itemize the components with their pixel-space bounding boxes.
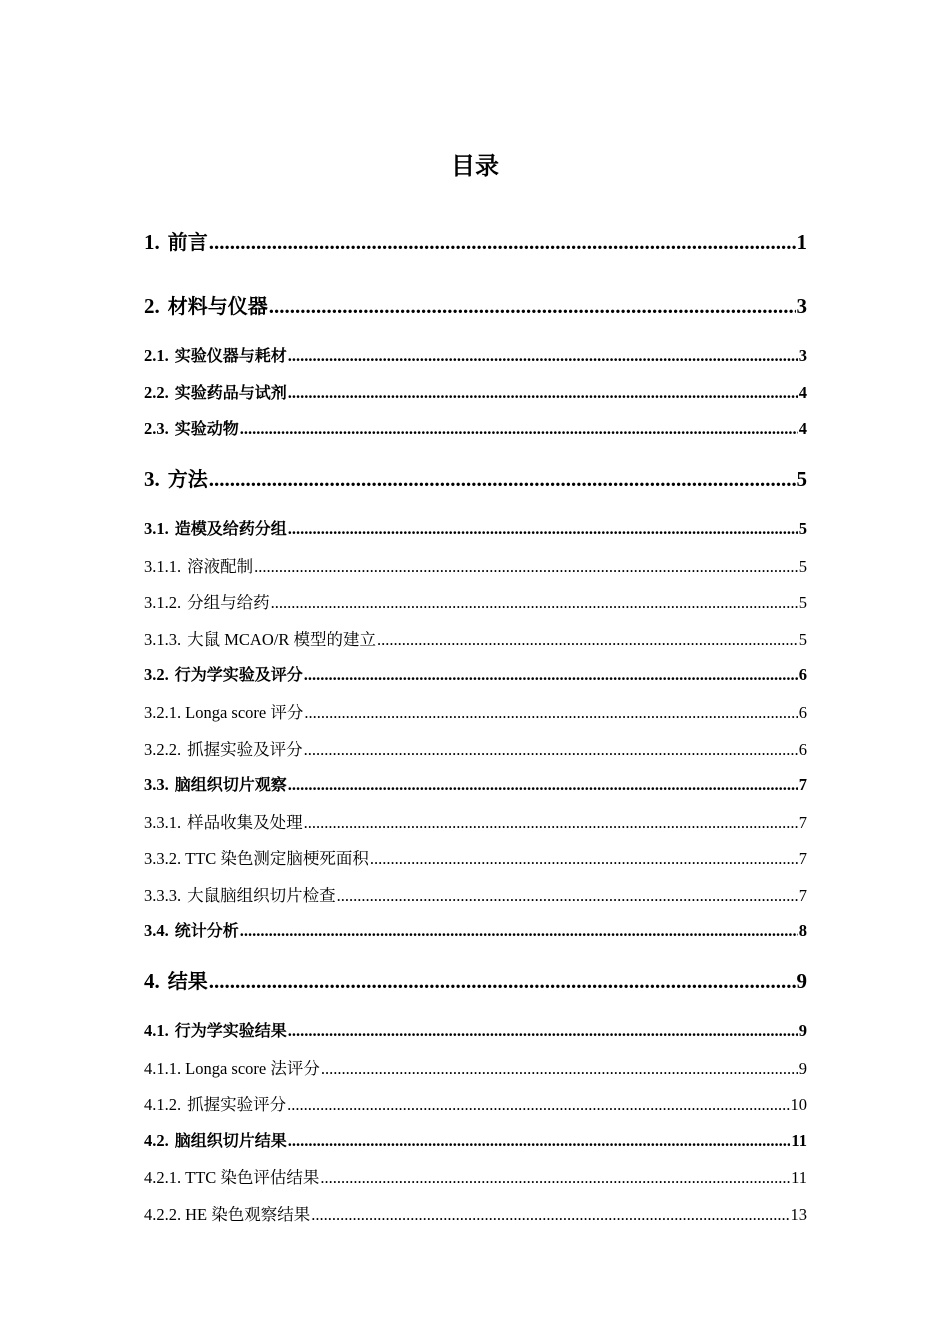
toc-page-number: 7 <box>798 775 807 794</box>
toc-page-number: 7 <box>798 849 807 868</box>
toc-page-number: 3 <box>798 346 807 365</box>
toc-label: 方法 <box>167 467 208 491</box>
toc-label: 统计分析 <box>174 921 239 940</box>
toc-label: 分组与给药 <box>187 593 270 612</box>
toc-label: Longa score 法评分 <box>185 1059 320 1078</box>
toc-page-number: 5 <box>798 630 807 649</box>
toc-number: 4.1. <box>144 1021 169 1040</box>
toc-label: TTC 染色测定脑梗死面积 <box>185 849 369 868</box>
toc-page-number: 3 <box>796 294 807 318</box>
toc-label: 样品收集及处理 <box>187 813 303 832</box>
toc-entry-3-3-3[interactable] <box>144 882 807 906</box>
dot-leader <box>311 1205 789 1225</box>
toc-entry-3-3-2[interactable] <box>144 845 807 869</box>
dot-leader <box>288 383 798 403</box>
dot-leader <box>209 230 796 255</box>
toc-entry-3-2[interactable] <box>144 662 807 686</box>
toc-number: 4.1.2. <box>144 1095 182 1114</box>
toc-entry-4-2-1[interactable] <box>144 1164 807 1188</box>
toc-label: 实验药品与试剂 <box>174 383 287 402</box>
toc-page-number: 13 <box>790 1205 807 1224</box>
toc-entry-3-3-1[interactable] <box>144 809 807 833</box>
toc-entry-3-1-3[interactable] <box>144 626 807 650</box>
toc-number: 3.4. <box>144 921 169 940</box>
toc-page-number: 4 <box>798 383 807 402</box>
toc-number: 3.1.2. <box>144 593 182 612</box>
toc-entry-2-1[interactable] <box>144 343 807 367</box>
toc-label: 大鼠脑组织切片检查 <box>187 886 336 905</box>
toc-number: 2.3. <box>144 419 169 438</box>
dot-leader <box>370 849 798 869</box>
toc-entry-4-2[interactable] <box>144 1128 807 1152</box>
toc-number: 3.2.2. <box>144 740 182 759</box>
toc-page-number: 7 <box>798 886 807 905</box>
toc-label: 大鼠 MCAO/R 模型的建立 <box>187 630 376 649</box>
dot-leader <box>209 467 796 492</box>
toc-entry-3[interactable] <box>144 463 807 493</box>
dot-leader <box>288 775 798 795</box>
page-title: 目录 <box>451 152 499 180</box>
toc-number: 3.3.3. <box>144 886 182 905</box>
dot-leader <box>337 886 798 906</box>
dot-leader <box>287 1095 789 1115</box>
toc-label: 行为学实验结果 <box>174 1021 287 1040</box>
toc-entry-4-2-2[interactable] <box>144 1201 807 1225</box>
toc-number: 2.1. <box>144 346 169 365</box>
dot-leader <box>304 740 798 760</box>
toc-number: 3.1. <box>144 519 169 538</box>
dot-leader <box>254 557 798 577</box>
dot-leader <box>271 593 798 613</box>
toc-entry-3-1-2[interactable] <box>144 589 807 613</box>
toc-number: 2. <box>144 294 160 318</box>
toc-label: 溶液配制 <box>187 557 254 576</box>
toc-page-number: 11 <box>791 1168 807 1187</box>
toc-entry-3-1-1[interactable] <box>144 553 807 577</box>
toc-number: 4.2.1. <box>144 1168 182 1187</box>
dot-leader <box>377 630 798 650</box>
toc-page-number: 5 <box>798 593 807 612</box>
toc-number: 3. <box>144 467 160 491</box>
dot-leader <box>269 294 796 319</box>
dot-leader <box>240 921 798 941</box>
toc-label: HE 染色观察结果 <box>185 1205 311 1224</box>
toc-number: 3.2.1. <box>144 703 182 722</box>
toc-number: 1. <box>144 230 160 254</box>
toc-number: 3.1.1. <box>144 557 182 576</box>
toc-label: 抓握实验评分 <box>187 1095 287 1114</box>
toc-label: Longa score 评分 <box>185 703 304 722</box>
toc-entry-1[interactable] <box>144 226 807 256</box>
toc-page-number: 8 <box>798 921 807 940</box>
toc-page-number: 9 <box>798 1021 807 1040</box>
dot-leader <box>288 1131 791 1151</box>
dot-leader <box>288 519 798 539</box>
toc-label: TTC 染色评估结果 <box>185 1168 320 1187</box>
toc-entry-4[interactable] <box>144 965 807 995</box>
dot-leader <box>240 419 798 439</box>
toc-number: 3.3. <box>144 775 169 794</box>
toc-entry-3-4[interactable] <box>144 918 807 942</box>
toc-number: 3.3.2. <box>144 849 182 868</box>
dot-leader <box>321 1059 798 1079</box>
toc-page-number: 5 <box>798 519 807 538</box>
toc-page-number: 7 <box>798 813 807 832</box>
toc-page-number: 9 <box>798 1059 807 1078</box>
toc-page-number: 4 <box>798 419 807 438</box>
toc-number: 4.2.2. <box>144 1205 182 1224</box>
toc-entry-4-1-1[interactable] <box>144 1055 807 1079</box>
toc-number: 3.2. <box>144 665 169 684</box>
toc-page-number: 6 <box>798 703 807 722</box>
toc-label: 脑组织切片观察 <box>174 775 287 794</box>
toc-number: 4.1.1. <box>144 1059 182 1078</box>
toc-label: 材料与仪器 <box>167 294 268 318</box>
toc-label: 脑组织切片结果 <box>174 1131 287 1150</box>
toc-label: 实验动物 <box>174 419 239 438</box>
toc-number: 4. <box>144 969 160 993</box>
dot-leader <box>320 1168 790 1188</box>
toc-number: 3.1.3. <box>144 630 182 649</box>
toc-entry-4-1[interactable] <box>144 1018 807 1042</box>
toc-page-number: 1 <box>796 230 807 254</box>
toc-page-number: 5 <box>796 467 807 491</box>
toc-entry-3-2-1[interactable] <box>144 699 807 723</box>
toc-page-number: 11 <box>791 1131 807 1150</box>
toc-label: 行为学实验及评分 <box>174 665 303 684</box>
toc-entry-2-2[interactable] <box>144 380 807 404</box>
toc-page-number: 6 <box>798 740 807 759</box>
toc-page-number: 6 <box>798 665 807 684</box>
toc-page-number: 5 <box>798 557 807 576</box>
toc-label: 实验仪器与耗材 <box>174 346 287 365</box>
toc-entry-3-1[interactable] <box>144 516 807 540</box>
toc-entry-2[interactable] <box>144 290 807 320</box>
toc-entry-3-3[interactable] <box>144 772 807 796</box>
toc-entry-4-1-2[interactable] <box>144 1091 807 1115</box>
toc-number: 2.2. <box>144 383 169 402</box>
dot-leader <box>288 346 798 366</box>
toc-label: 结果 <box>167 969 208 993</box>
toc-number: 3.3.1. <box>144 813 182 832</box>
toc-entry-2-3[interactable] <box>144 416 807 440</box>
toc-entry-3-2-2[interactable] <box>144 736 807 760</box>
dot-leader <box>304 665 798 685</box>
toc-page-number: 9 <box>796 969 807 993</box>
dot-leader <box>304 703 797 723</box>
toc-number: 4.2. <box>144 1131 169 1150</box>
toc-label: 抓握实验及评分 <box>187 740 303 759</box>
toc-page-number: 10 <box>790 1095 807 1114</box>
dot-leader <box>209 969 796 994</box>
toc-label: 前言 <box>167 230 208 254</box>
dot-leader <box>304 813 798 833</box>
dot-leader <box>288 1021 798 1041</box>
toc-label: 造模及给药分组 <box>174 519 287 538</box>
